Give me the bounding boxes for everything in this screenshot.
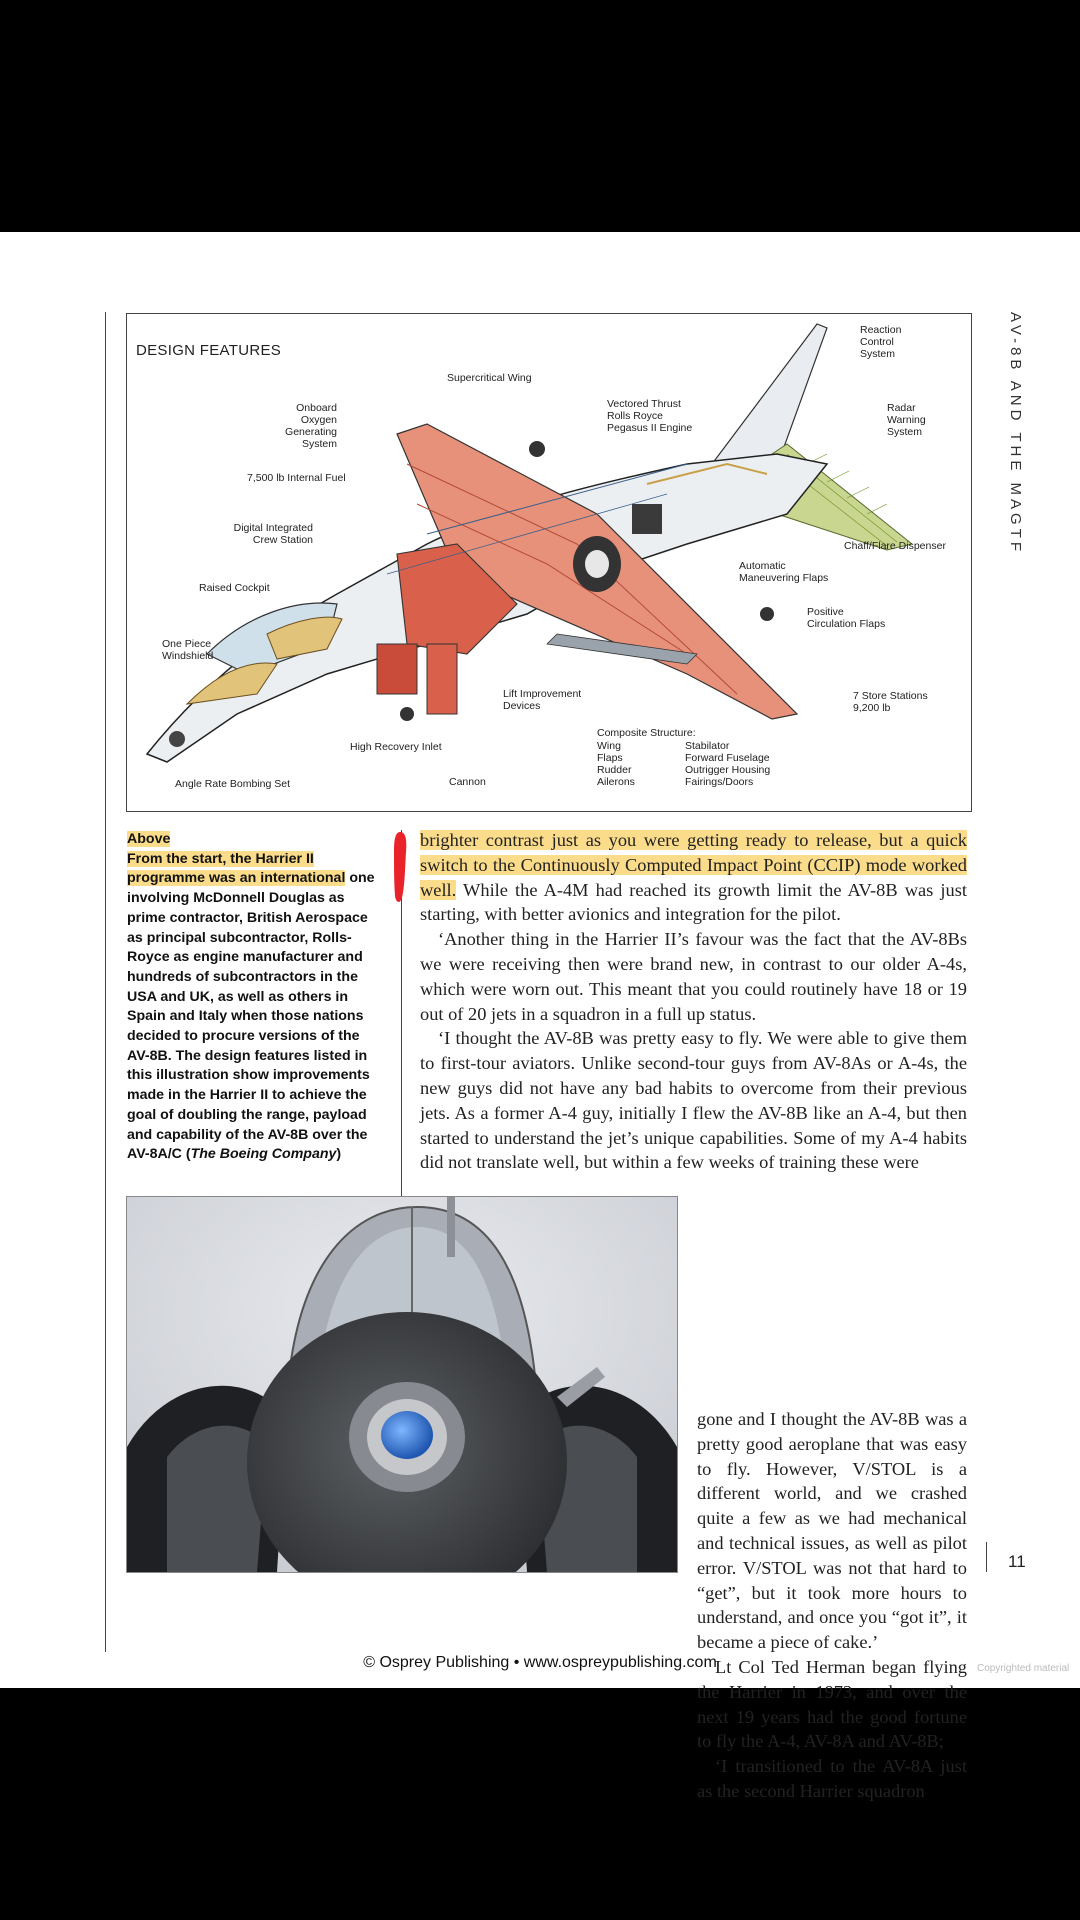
label-high-recovery-inlet: High Recovery Inlet — [350, 741, 442, 753]
label-internal-fuel: 7,500 lb Internal Fuel — [247, 472, 346, 484]
caption-heading: Above — [127, 831, 171, 847]
label-raised-cockpit: Raised Cockpit — [199, 582, 270, 594]
body-paragraph-4: Lt Col Ted Herman began flying the Harrier in 1973, and over the next 19 years had the good fortune to fly the A-4, AV-8A and AV-8B; — [697, 1656, 967, 1752]
body-paragraph-2: ‘Another thing in the Harrier II’s favour was the fact that the AV-8Bs we were receiving then were brand new, in contrast to our older A-4s, which were worn out. This meant that you could routinely have 18 or 19 out of 20 jets in a squadron in a full up status. — [420, 929, 967, 1024]
label-store-stations: 7 Store Stations 9,200 lb — [853, 690, 928, 714]
column-end-rule — [986, 1542, 987, 1572]
page-number: 11 — [1008, 1552, 1026, 1571]
label-auto-flaps: Automatic Maneuvering Flaps — [739, 560, 829, 584]
running-head: AV-8B AND THE MAGTF — [1007, 312, 1024, 555]
publisher-footer: © Osprey Publishing • www.ospreypublishing.com — [363, 1654, 717, 1671]
label-angle-rate: Angle Rate Bombing Set — [175, 778, 290, 790]
body-text-column — [420, 828, 967, 1175]
body-paragraph-3b: gone and I thought the AV-8B was a pretty good aeroplane that was easy to fly. However, V/STOL is a different world, and we crashed quite a few as we had mechanical and technical issues, as well as pilot error. V/STOL was not that hard to “get”, but it took more hours to understand, and once you “got it”, it became a piece of cake.’ — [697, 1409, 967, 1653]
label-composite-col2: Stabilator Forward Fuselage Outrigger Housing Fairings/Doors — [685, 740, 771, 788]
label-windshield: One Piece Windshield — [162, 638, 214, 662]
label-cannon: Cannon — [449, 776, 486, 788]
body-highlighted-text[interactable]: brighter contrast just as you were getting ready to release, but a quick switch to the Continuously Computed Impact Point (CCIP) mode worked well. — [420, 830, 967, 900]
page-left-rule — [105, 312, 106, 1652]
body-paragraph-3a: ‘I thought the AV-8B was pretty easy to fly. We were able to give them to first-tour aviators. Unlike second-tour guys from AV-8As or A-4s, the new guys did not have any bad habits to overcome from their previous jets. As a former A-4 guy, initially I flew the AV-8B like an A-4, but then started to understand the jet’s unique capabilities. Some of my A-4 habits did not translate well, but within a few weeks of training these were — [420, 1028, 967, 1173]
harrier-nose-photo — [126, 1196, 678, 1573]
design-features-diagram — [126, 313, 972, 812]
label-chaff-flare: Chaff/Flare Dispenser — [844, 540, 946, 552]
label-positive-flaps: Positive Circulation Flaps — [807, 606, 886, 630]
body-paragraph-1: While the A-4M had reached its growth limit the AV-8B was just starting, with better avionics and integration for the pilot. — [420, 879, 967, 925]
caption-close: ) — [336, 1146, 342, 1163]
label-composite-col1: Wing Flaps Rudder Ailerons — [597, 740, 635, 788]
label-supercritical-wing: Supercritical Wing — [447, 372, 532, 384]
label-lift-improvement: Lift Improvement Devices — [503, 688, 582, 712]
label-composite-structure: Composite Structure: — [597, 727, 696, 739]
diagram-title: DESIGN FEATURES — [136, 342, 282, 359]
label-vectored-thrust: Vectored Thrust Rolls Royce Pegasus II Engine — [607, 398, 693, 434]
book-page — [0, 232, 1080, 1801]
label-radar-warning: Radar Warning System — [887, 402, 926, 438]
label-onboard-oxygen: Onboard Oxygen Generating System — [285, 402, 337, 450]
harrier-cutaway-illustration — [127, 314, 971, 811]
caption-source: The Boeing Company — [190, 1146, 337, 1163]
body-text-narrow-column — [697, 1407, 967, 1804]
caption-text: one involving McDonnell Douglas as prime contractor, British Aerospace as principal subcontractor, Rolls-Royce as engine manufacturer and hundreds of subcontractors in the USA and UK, as well as others in Spain and Italy when those nations decided to procure versions of the AV-8B. The design features listed in this illustration show improvements made in the Harrier II to achieve the goal of doubling the range, payload and capability of the AV-8B over the AV-8A/C ( — [127, 870, 375, 1163]
label-reaction-control: Reaction Control System — [860, 324, 902, 360]
label-crew-station: Digital Integrated Crew Station — [233, 522, 313, 546]
caption-highlighted-text[interactable]: From the start, the Harrier II programme was an international — [127, 850, 346, 887]
figure-caption — [127, 830, 385, 1165]
highlight-marker-icon[interactable] — [390, 828, 410, 906]
copyrighted-material-note: Copyrighted material — [977, 1663, 1070, 1674]
body-paragraph-5: ‘I transitioned to the AV-8A just as the second Harrier squadron — [697, 1756, 967, 1801]
